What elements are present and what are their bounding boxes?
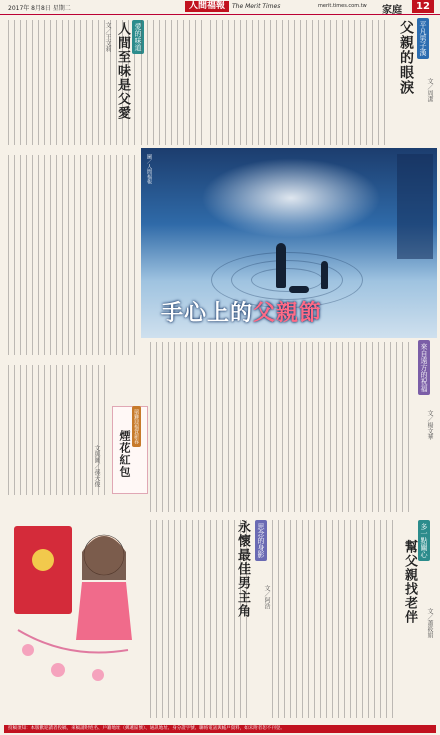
page-number: 12	[412, 0, 434, 13]
site-url[interactable]: merit.times.com.tw	[318, 3, 367, 9]
article-father-title: 幫父親找老伴	[402, 540, 417, 624]
article-father-tag: 多一點關心	[418, 520, 430, 561]
father-silhouette	[276, 243, 286, 288]
feature-headline	[161, 296, 322, 327]
feature-headline-part2: 父親節	[253, 301, 323, 326]
girl-dress	[76, 582, 132, 640]
redpacket-title: 煙花紅包	[118, 430, 131, 478]
flower-icon	[51, 663, 65, 677]
article-father-body	[272, 520, 397, 718]
sky-glow	[201, 158, 381, 238]
section-name: 家庭	[382, 5, 402, 16]
article-feature-body	[150, 342, 412, 512]
article-taste-author: 文／王文莉	[104, 22, 111, 52]
center-column-body	[141, 20, 205, 145]
redpacket-tag: 瑞獅迎福賀新春	[132, 406, 141, 447]
article-feature-author: 文／楊文華	[426, 410, 433, 440]
article-male-tag: 思念的身影	[255, 520, 267, 561]
page-header	[0, 0, 440, 15]
envelope-seal	[32, 549, 54, 571]
issue-date: 2017年 8月8日 星期二	[8, 5, 71, 12]
flower-icon	[22, 644, 34, 656]
article-tears-body	[210, 20, 390, 145]
masthead-logo: 人間福報	[185, 1, 229, 12]
photo-caption-box	[397, 154, 433, 259]
photo-credit: 圖／人間福報	[146, 154, 152, 184]
feature-headline-part1: 手心上的	[161, 301, 254, 326]
dog-silhouette	[289, 286, 309, 293]
flower-icon	[92, 669, 104, 681]
article-tears-title: 父親的眼淚	[398, 20, 414, 95]
submission-banner: 投稿須知：本版歡迎讀者投稿，來稿請附姓名、戶籍地址（郵遞區號）、通訊地址、身分證字號、聯絡電話與帳戶資料，如未附者恕不刊登。	[4, 725, 436, 733]
article-feature-tag: 來自遠方的祝福	[418, 340, 430, 395]
article-taste-tag: 愛的味道	[132, 20, 144, 54]
article-male-title: 永懷最佳男主角	[235, 520, 250, 618]
child-silhouette	[321, 261, 328, 289]
redpacket-author: 文與圖／孫天俊	[93, 445, 100, 487]
masthead-logo-en: The Merit Times	[232, 3, 281, 10]
article-male-author: 文／阿浩	[263, 585, 270, 609]
article-taste-title: 人間至味是父愛	[115, 22, 130, 120]
article-father-author: 文／蕭筱娟	[426, 608, 433, 638]
feature-photo	[141, 148, 437, 338]
article-taste-body-mid	[8, 155, 136, 355]
article-tears-tag: 平凡男子漢	[417, 18, 429, 59]
red-envelope-illustration	[8, 500, 140, 722]
article-tears-author: 文／周潔	[426, 78, 433, 102]
